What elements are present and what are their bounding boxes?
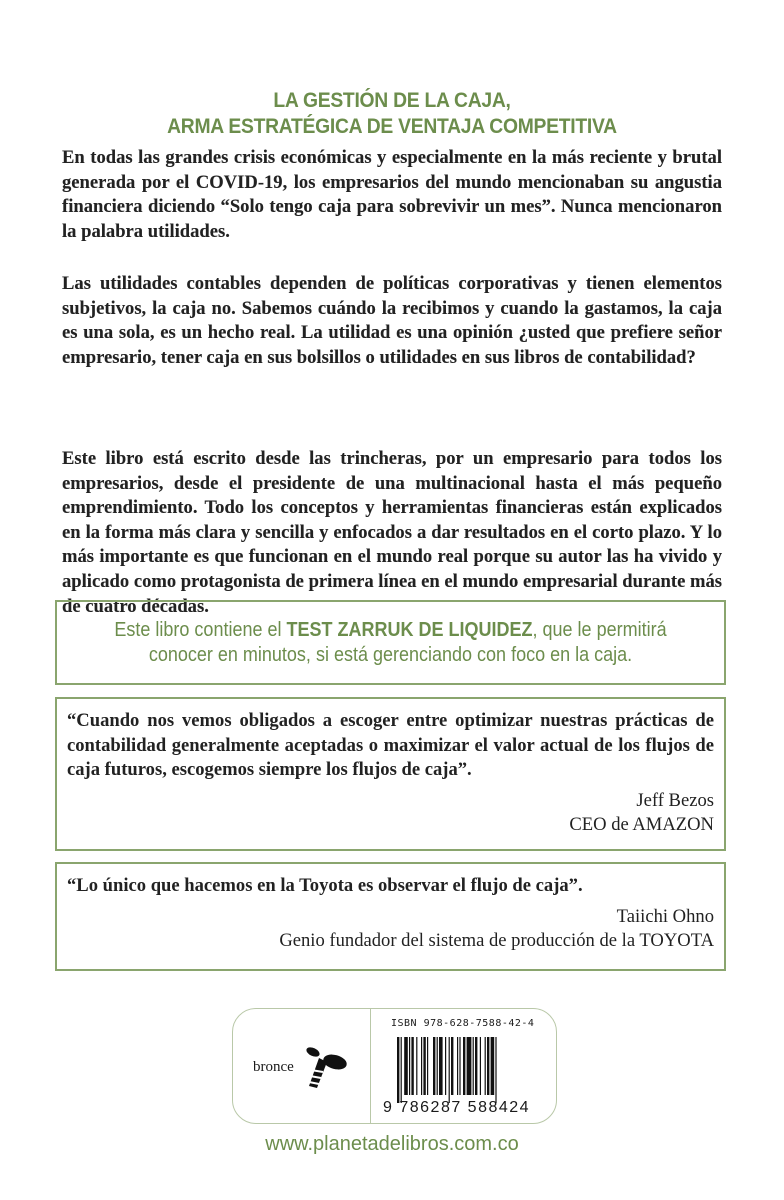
divider [370,1009,371,1123]
barcode-bar [437,1037,438,1095]
barcode-bar [451,1037,453,1095]
barcode-bar [480,1037,481,1095]
barcode-bar [449,1037,450,1103]
website-url: www.planetadelibros.com.co [265,1133,519,1155]
barcode-bar [459,1037,460,1095]
barcode-bar [463,1037,465,1095]
highlight-post: , que le permitirá conocer en minutos, si está gerenciando con foco en la caja. [148,618,667,666]
barcode-bar [423,1037,425,1095]
quote-role: CEO de AMAZON [569,814,714,836]
barcode-bar [457,1037,458,1095]
paragraph-2: Las utilidades contables dependen de políticas corporativas y tienen elementos subjetivos, la caja no. Sabemos cuándo la recibimos y cuando la gastamos, la caja es una sola, es un hecho real. La utilidad es una opinión ¿usted que prefiere señor empresario, tener caja en sus bolsillos o utilidades en sus libros de contabilidad? [62,273,722,368]
bronce-logo-icon [305,1044,349,1092]
barcode-bar [475,1037,477,1095]
isbn-number: ISBN 978-628-7588-42-4 [391,1018,535,1029]
quote-role: Genio fundador del sistema de producción de la TOYOTA [279,930,714,952]
isbn-panel [232,1008,557,1124]
barcode-bar [427,1037,428,1095]
barcode-bar [485,1037,486,1095]
highlight-box [55,600,726,685]
barcode-bar [411,1037,413,1095]
quote-box-bezos [55,697,726,851]
barcode-bar [409,1037,410,1095]
barcode-bar [416,1037,417,1095]
barcode-digits: 9 786287 588424 [383,1099,531,1116]
barcode-bar [401,1037,402,1103]
publisher-name: bronce [253,1059,294,1075]
barcode [397,1037,525,1103]
quote-text: “Lo único que hacemos en la Toyota es observar el flujo de caja”. [67,875,583,896]
barcode-bar [404,1037,408,1095]
title-line-2: ARMA ESTRATÉGICA DE VENTAJA COMPETITIVA [167,115,617,138]
barcode-bar [473,1037,474,1095]
barcode-bar [491,1037,495,1095]
highlight-pre: Este libro contiene el [114,618,287,641]
barcode-bar [487,1037,489,1095]
cover-title [31,88,752,140]
barcode-bar [467,1037,472,1095]
paragraph-1: En todas las grandes crisis económicas y especialmente en la más reciente y brutal generada por el COVID-19, los empresarios del mundo mencionaban su angustia financiera diciendo “Solo tengo caja para sobrevivir un mes”. Nunca mencionaron la palabra utilidades. [62,147,722,242]
barcode-bar [439,1037,443,1095]
barcode-bar [421,1037,422,1095]
barcode-bar [433,1037,435,1095]
barcode-bar [445,1037,446,1095]
quote-box-ohno [55,862,726,971]
quote-author: Taiichi Ohno [616,905,714,927]
quote-text: “Cuando nos vemos obligados a escoger entre optimizar nuestras prácticas de contabilidad generalmente aceptadas o maximizar el valor actual de los flujos de caja futuros, escogemos siempre los flujos de caja”. [67,710,714,781]
barcode-bar [397,1037,399,1103]
paragraph-3: Este libro está escrito desde las trincheras, por un empresario para todos los empresarios, desde el presidente de una multinacional hasta el más pequeño emprendimiento. Todo los conceptos y herramientas financieras están explicados en la forma más clara y sencilla y enfocados a dar resultados en el corto plazo. Y lo más importante es que funcionan en el mundo real porque su autor las ha vivido y aplicado como protagonista de primera línea en el mundo empresarial durante más de cuatro décadas. [62,448,722,617]
highlight-bold: TEST ZARRUK DE LIQUIDEZ [286,618,533,641]
barcode-bar [495,1037,496,1103]
quote-author: Jeff Bezos [636,789,714,811]
title-line-1: LA GESTIÓN DE LA CAJA, [273,89,511,112]
